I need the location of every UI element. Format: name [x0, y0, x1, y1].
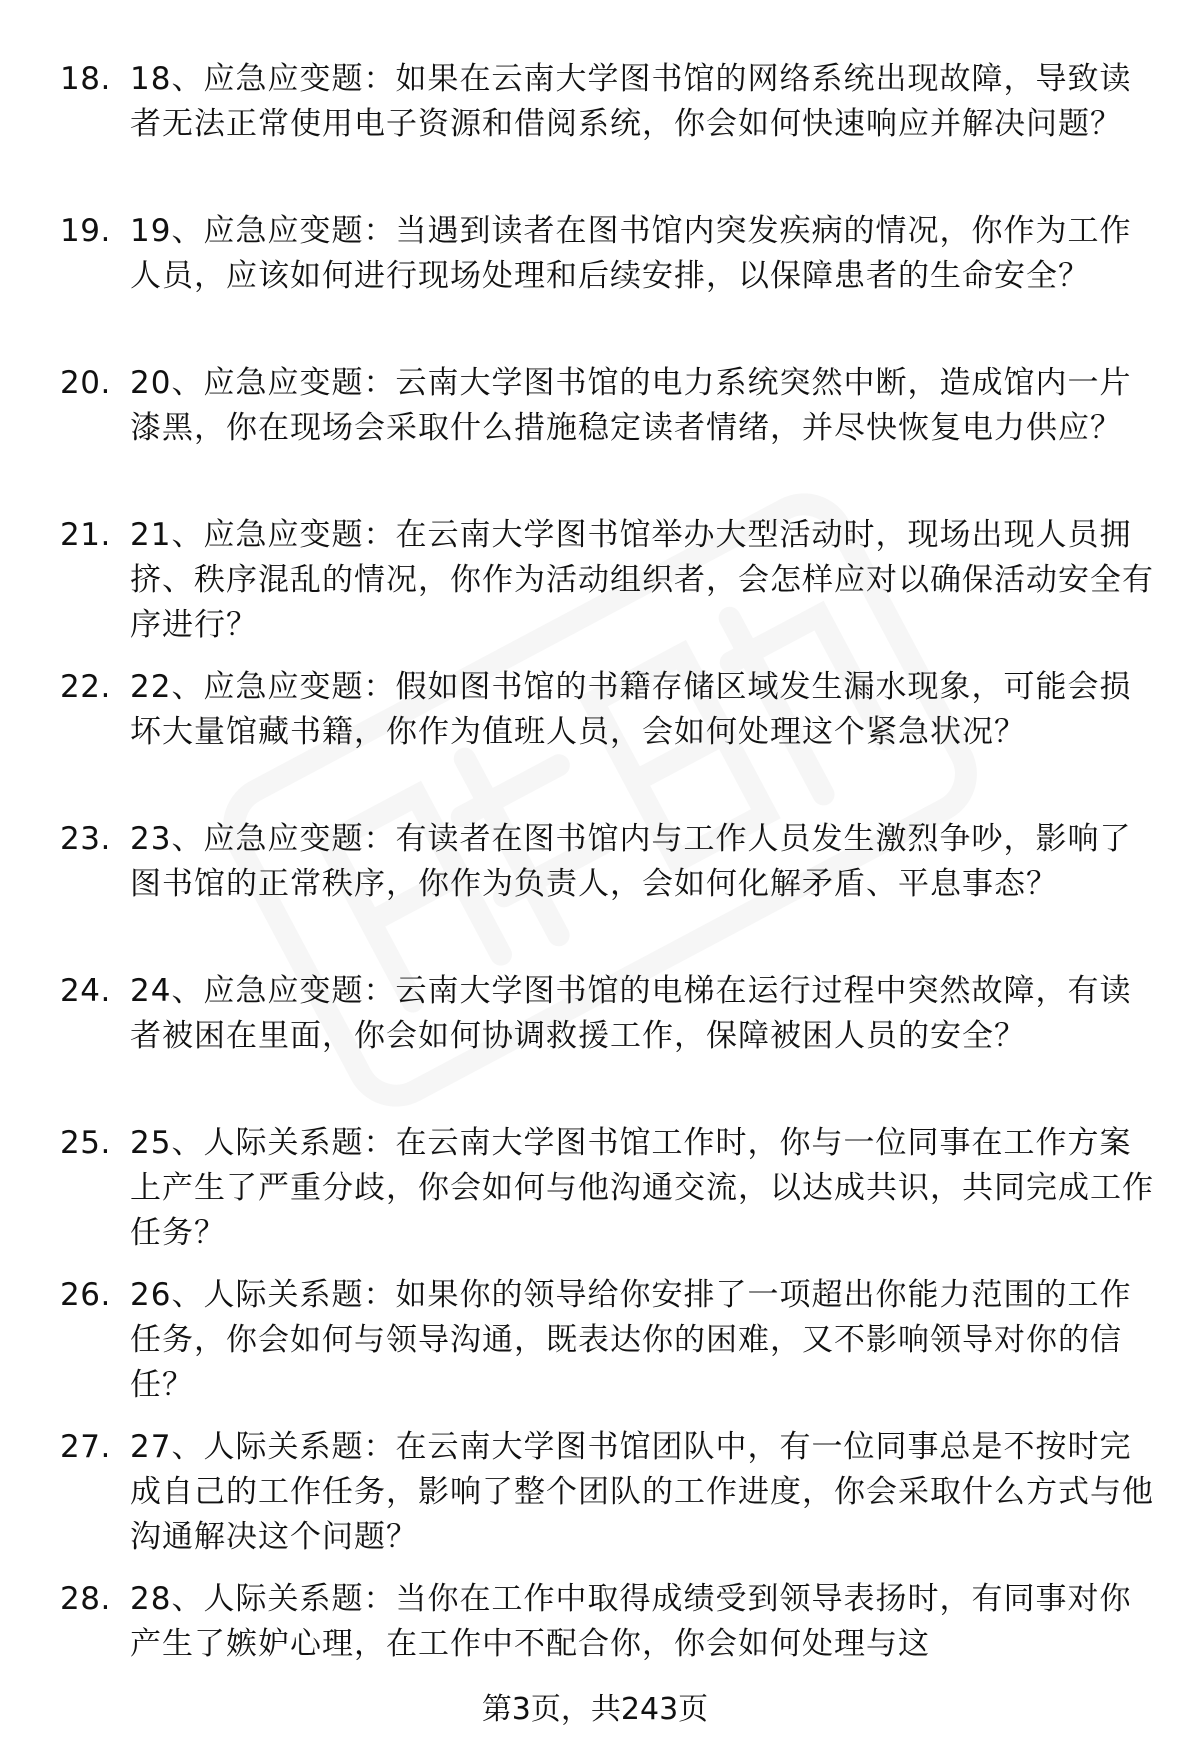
question-text: 26、人际关系题：如果你的领导给你安排了一项超出你能力范围的工作任务，你会如何与领导沟通，既表达你的困难，又不影响领导对你的信任？: [130, 1277, 1132, 1403]
question-text: 25、人际关系题：在云南大学图书馆工作时，你与一位同事在工作方案上产生了严重分歧，你会如何与他沟通交流，以达成共识，共同完成工作任务？: [130, 1125, 1154, 1251]
question-item: [60, 1425, 1160, 1577]
question-item: [60, 817, 1160, 969]
question-item: [60, 361, 1160, 513]
question-text: 27、人际关系题：在云南大学图书馆团队中，有一位同事总是不按时完成自己的工作任务，影响了整个团队的工作进度，你会采取什么方式与他沟通解决这个问题？: [130, 1429, 1154, 1555]
question-number: 18.: [60, 61, 111, 97]
question-text: 20、应急应变题：云南大学图书馆的电力系统突然中断，造成馆内一片漆黑，你在现场会采取什么措施稳定读者情绪，并尽快恢复电力供应？: [130, 365, 1132, 446]
question-number: 23.: [60, 821, 111, 857]
question-number: 20.: [60, 365, 111, 401]
question-item: [60, 209, 1160, 361]
question-item: [60, 57, 1160, 209]
question-number: 25.: [60, 1125, 111, 1161]
question-text: 24、应急应变题：云南大学图书馆的电梯在运行过程中突然故障，有读者被困在里面，你会如何协调救援工作，保障被困人员的安全？: [130, 973, 1132, 1054]
question-text: 21、应急应变题：在云南大学图书馆举办大型活动时，现场出现人员拥挤、秩序混乱的情况，你作为活动组织者，会怎样应对以确保活动安全有序进行？: [130, 517, 1154, 643]
question-item: [60, 665, 1160, 817]
question-text: 19、应急应变题：当遇到读者在图书馆内突发疾病的情况，你作为工作人员，应该如何进行现场处理和后续安排，以保障患者的生命安全？: [130, 213, 1132, 294]
question-item: [60, 969, 1160, 1121]
question-number: 28.: [60, 1581, 111, 1617]
question-number: 27.: [60, 1429, 111, 1465]
question-number: 24.: [60, 973, 111, 1009]
page-footer: 第3页，共243页: [481, 1692, 709, 1727]
question-number: 22.: [60, 669, 111, 705]
question-number: 26.: [60, 1277, 111, 1313]
question-text: 28、人际关系题：当你在工作中取得成绩受到领导表扬时，有同事对你产生了嫉妒心理，在工作中不配合你，你会如何处理与这: [130, 1581, 1132, 1662]
question-item: [60, 1273, 1160, 1425]
question-text: 18、应急应变题：如果在云南大学图书馆的网络系统出现故障，导致读者无法正常使用电子资源和借阅系统，你会如何快速响应并解决问题？: [130, 61, 1132, 142]
question-list: [60, 57, 1160, 1729]
question-number: 21.: [60, 517, 111, 553]
question-number: 19.: [60, 213, 111, 249]
question-item: [60, 513, 1160, 665]
question-text: 22、应急应变题：假如图书馆的书籍存储区域发生漏水现象，可能会损坏大量馆藏书籍，你作为值班人员，会如何处理这个紧急状况？: [130, 669, 1132, 750]
question-item: [60, 1121, 1160, 1273]
question-text: 23、应急应变题：有读者在图书馆内与工作人员发生激烈争吵，影响了图书馆的正常秩序，你作为负责人，会如何化解矛盾、平息事态？: [130, 821, 1132, 902]
